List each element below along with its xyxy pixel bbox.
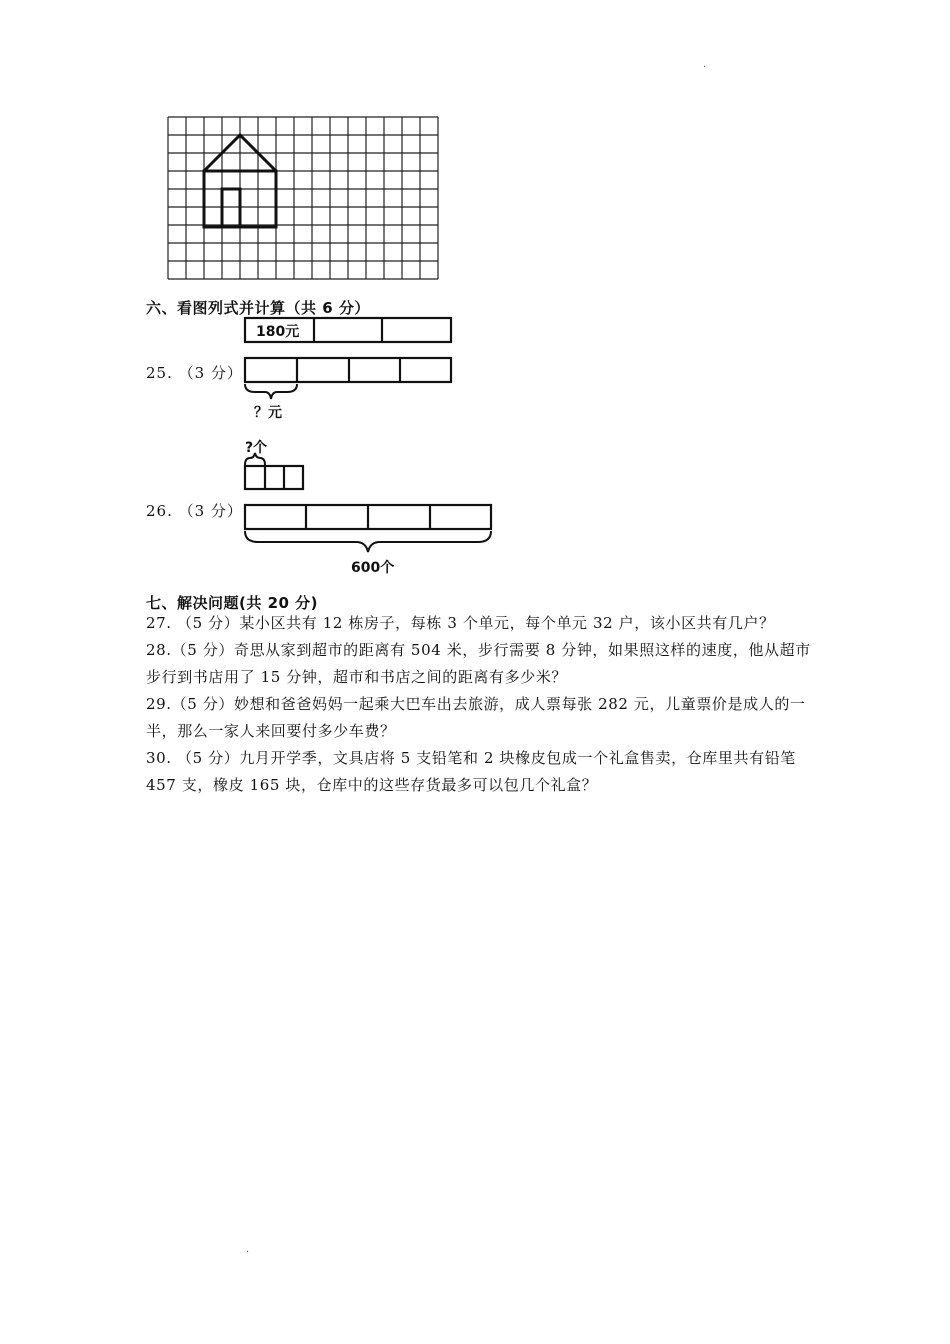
q25-bottom-label: ？元 [254, 405, 282, 421]
q25-top-bar-label: 180元 [256, 324, 300, 340]
problem-30: 30. （5 分）九月开学季，文具店将 5 支铅笔和 2 块橡皮包成一个礼盒售卖，仓库里共有铅笔 457 支，橡皮 165 块，仓库中的这些存货最多可以包几个礼盒？ [146, 749, 796, 794]
section-6-diagrams [0, 0, 950, 620]
section-6-title: 六、看图列式并计算（共 6 分） [146, 299, 370, 317]
problem-29: 29.（5 分）妙想和爸爸妈妈一起乘大巴车出去旅游，成人票每张 282 元，儿童票价是成人的一半，那么一家人来回要付多少车费？ [146, 695, 806, 740]
question-26-label: 26. （3 分） [146, 502, 243, 520]
header-mark: · [703, 62, 707, 73]
problem-28: 28.（5 分）奇思从家到超市的距离有 504 米，步行需要 8 分钟，如果照这样的速度，他从超市步行到书店用了 15 分钟，超市和书店之间的距离有多少米？ [146, 641, 811, 686]
q26-bottom-label: 600个 [351, 560, 395, 576]
footer-mark: · [246, 1247, 250, 1258]
q26-small-bar [245, 466, 303, 489]
section-7-title: 七、解决问题(共 20 分) [146, 594, 319, 612]
q26-big-brace [245, 531, 491, 552]
q25-brace [245, 384, 297, 399]
q26-top-label: ?个 [245, 440, 268, 456]
q26-big-bar [245, 505, 491, 529]
q25-bottom-bar [245, 358, 451, 382]
problem-list [146, 610, 816, 799]
problem-27: 27. （5 分）某小区共有 12 栋房子，每栋 3 个单元，每个单元 32 户，该小区共有几户？ [146, 614, 775, 632]
question-25-label: 25. （3 分） [146, 364, 243, 382]
